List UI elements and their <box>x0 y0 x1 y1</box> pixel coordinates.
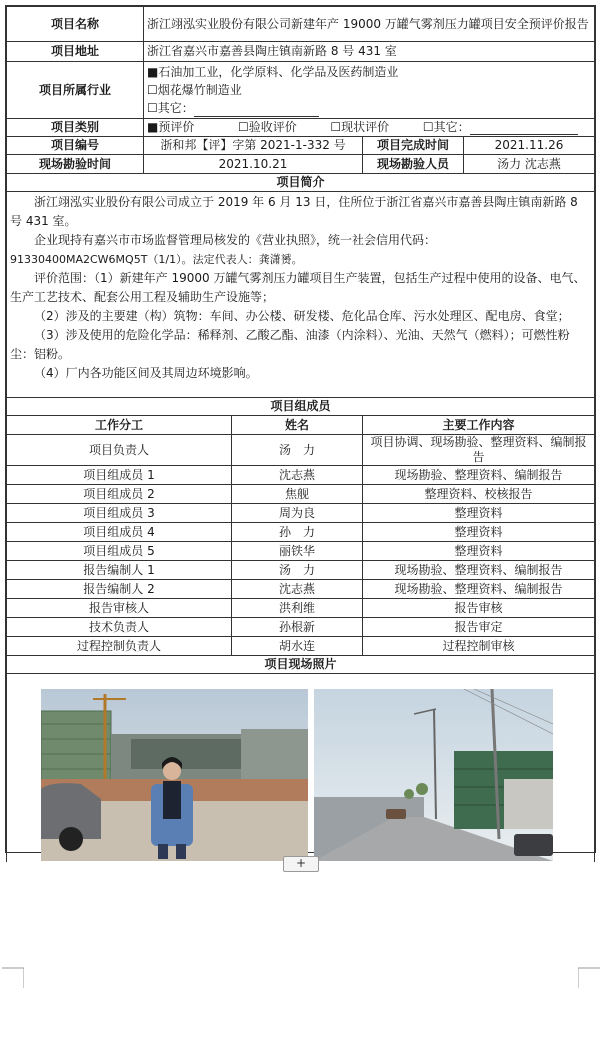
member-row <box>7 618 595 637</box>
member-work: 整理资料 <box>363 523 595 542</box>
member-work: 报告审核 <box>363 599 595 618</box>
row-intro-title <box>7 174 595 192</box>
member-role: 项目负责人 <box>7 435 232 466</box>
intro-title: 项目简介 <box>7 174 595 192</box>
member-role: 技术负责人 <box>7 618 232 637</box>
member-role: 过程控制负责人 <box>7 637 232 656</box>
photos-cell <box>7 674 595 863</box>
member-row <box>7 637 595 656</box>
complete-time-label: 项目完成时间 <box>363 137 464 155</box>
category-option-pre[interactable]: ■预评价 <box>147 120 195 134</box>
project-address-value: 浙江省嘉兴市嘉善县陶庄镇南新路 8 号 431 室 <box>144 42 595 62</box>
survey-people-value: 汤力 沈志燕 <box>464 155 595 174</box>
corner-mark-left <box>2 966 24 988</box>
industry-option-other-label: ☐其它： <box>147 101 194 115</box>
members-rows <box>7 435 595 656</box>
survey-time-value: 2021.10.21 <box>144 155 363 174</box>
member-name: 沈志燕 <box>232 580 363 599</box>
site-photo-person <box>41 689 308 861</box>
row-survey <box>7 155 595 174</box>
member-name: 焦舰 <box>232 485 363 504</box>
member-name: 孙 力 <box>232 523 363 542</box>
site-photo-person-image <box>41 689 308 861</box>
member-name: 胡水连 <box>232 637 363 656</box>
member-role: 报告编制人 1 <box>7 561 232 580</box>
intro-para-scope-4: （4）厂内各功能区间及其周边环境影响。 <box>34 366 258 380</box>
member-work: 整理资料 <box>363 542 595 561</box>
member-work: 整理资料 <box>363 504 595 523</box>
row-members-title <box>7 398 595 416</box>
category-option-acceptance[interactable]: ☐验收评价 <box>238 120 297 134</box>
member-row <box>7 599 595 618</box>
member-role: 报告编制人 2 <box>7 580 232 599</box>
member-row <box>7 485 595 504</box>
intro-para-scope-3: （3）涉及使用的危险化学品：稀释剂、乙酸乙酯、油漆（内涂料）、光油、天然气（燃料）；可燃性粉尘：铝粉。 <box>10 328 570 361</box>
member-role: 项目组成员 1 <box>7 466 232 485</box>
member-name: 洪利维 <box>232 599 363 618</box>
member-work: 现场勘验、整理资料、编制报告 <box>363 561 595 580</box>
intro-para-company: 浙江翊泓实业股份有限公司成立于 2019 年 6 月 13 日，住所位于浙江省嘉兴市嘉善县陶庄镇南新路 8 号 431 室。 <box>10 195 578 228</box>
row-project-name <box>7 7 595 42</box>
report-page <box>5 5 596 853</box>
intro-para-credit-code: 91330400MA2CW6MQ5T（1/1）。法定代表人：龚潇赟。 <box>10 253 303 266</box>
intro-para-scope-1: 评价范围：（1）新建年产 19000 万罐气雾剂压力罐项目生产装置，包括生产过程中使用的设备、电气、生产工艺技术、配套公用工程及辅助生产设施等； <box>10 271 586 304</box>
member-name: 汤 力 <box>232 435 363 466</box>
member-name: 周为良 <box>232 504 363 523</box>
member-role: 项目组成员 4 <box>7 523 232 542</box>
member-name: 丽铁华 <box>232 542 363 561</box>
member-row <box>7 504 595 523</box>
member-work: 现场勘验、整理资料、编制报告 <box>363 466 595 485</box>
row-project-no <box>7 137 595 155</box>
complete-time-value: 2021.11.26 <box>464 137 595 155</box>
row-project-address <box>7 42 595 62</box>
project-info-table <box>6 6 595 862</box>
member-role: 报告审核人 <box>7 599 232 618</box>
project-address-label: 项目地址 <box>7 42 144 62</box>
category-other-blank <box>470 122 578 135</box>
members-title: 项目组成员 <box>7 398 595 416</box>
row-intro <box>7 192 595 398</box>
photos-title: 项目现场照片 <box>7 656 595 674</box>
member-work: 整理资料、校核报告 <box>363 485 595 504</box>
intro-body <box>7 192 595 398</box>
industry-options <box>144 62 595 119</box>
industry-option-other[interactable] <box>147 99 591 117</box>
member-name: 孙根新 <box>232 618 363 637</box>
category-option-other[interactable]: ☐其它： <box>422 120 470 134</box>
member-name: 沈志燕 <box>232 466 363 485</box>
industry-other-blank <box>194 104 319 117</box>
intro-para-license: 企业现持有嘉兴市市场监督管理局核发的《营业执照》，统一社会信用代码： <box>34 233 437 247</box>
members-header-row <box>7 416 595 435</box>
survey-people-label: 现场勘验人员 <box>363 155 464 174</box>
row-industry <box>7 62 595 119</box>
member-role: 项目组成员 2 <box>7 485 232 504</box>
row-photos <box>7 674 595 863</box>
row-photos-title <box>7 656 595 674</box>
survey-time-label: 现场勘验时间 <box>7 155 144 174</box>
member-row <box>7 561 595 580</box>
industry-option-fireworks[interactable]: ☐烟花爆竹制造业 <box>147 83 242 97</box>
member-role: 项目组成员 3 <box>7 504 232 523</box>
site-photo-road <box>314 689 553 861</box>
member-work: 过程控制审核 <box>363 637 595 656</box>
member-name: 汤 力 <box>232 561 363 580</box>
member-row <box>7 542 595 561</box>
member-row <box>7 466 595 485</box>
member-work: 项目协调、现场勘验、整理资料、编制报告 <box>363 435 595 466</box>
member-row <box>7 580 595 599</box>
member-work: 报告审定 <box>363 618 595 637</box>
row-category <box>7 119 595 137</box>
intro-para-scope-2: （2）涉及的主要建（构）筑物：车间、办公楼、研发楼、危化品仓库、污水处理区、配电房、食堂； <box>34 309 570 323</box>
project-no-value: 浙和邦【评】字第 2021-1-332 号 <box>144 137 363 155</box>
members-header-work: 主要工作内容 <box>363 416 595 435</box>
project-name-label: 项目名称 <box>7 7 144 42</box>
member-row <box>7 523 595 542</box>
category-label: 项目类别 <box>7 119 144 137</box>
category-option-status[interactable]: ☐现状评价 <box>330 120 390 134</box>
member-work: 现场勘验、整理资料、编制报告 <box>363 580 595 599</box>
project-name-value: 浙江翊泓实业股份有限公司新建年产 19000 万罐气雾剂压力罐项目安全预评价报告 <box>144 7 595 42</box>
members-header-name: 姓名 <box>232 416 363 435</box>
industry-option-petrochem[interactable]: ■石油加工业，化学原料、化学品及医药制造业 <box>147 65 399 79</box>
members-header-role: 工作分工 <box>7 416 232 435</box>
site-photo-road-image <box>314 689 553 861</box>
industry-label: 项目所属行业 <box>7 62 144 119</box>
member-role: 项目组成员 5 <box>7 542 232 561</box>
member-row <box>7 435 595 466</box>
expand-table-button[interactable]: + <box>283 856 319 872</box>
corner-mark-right <box>578 966 600 988</box>
category-options <box>144 119 595 137</box>
project-no-label: 项目编号 <box>7 137 144 155</box>
